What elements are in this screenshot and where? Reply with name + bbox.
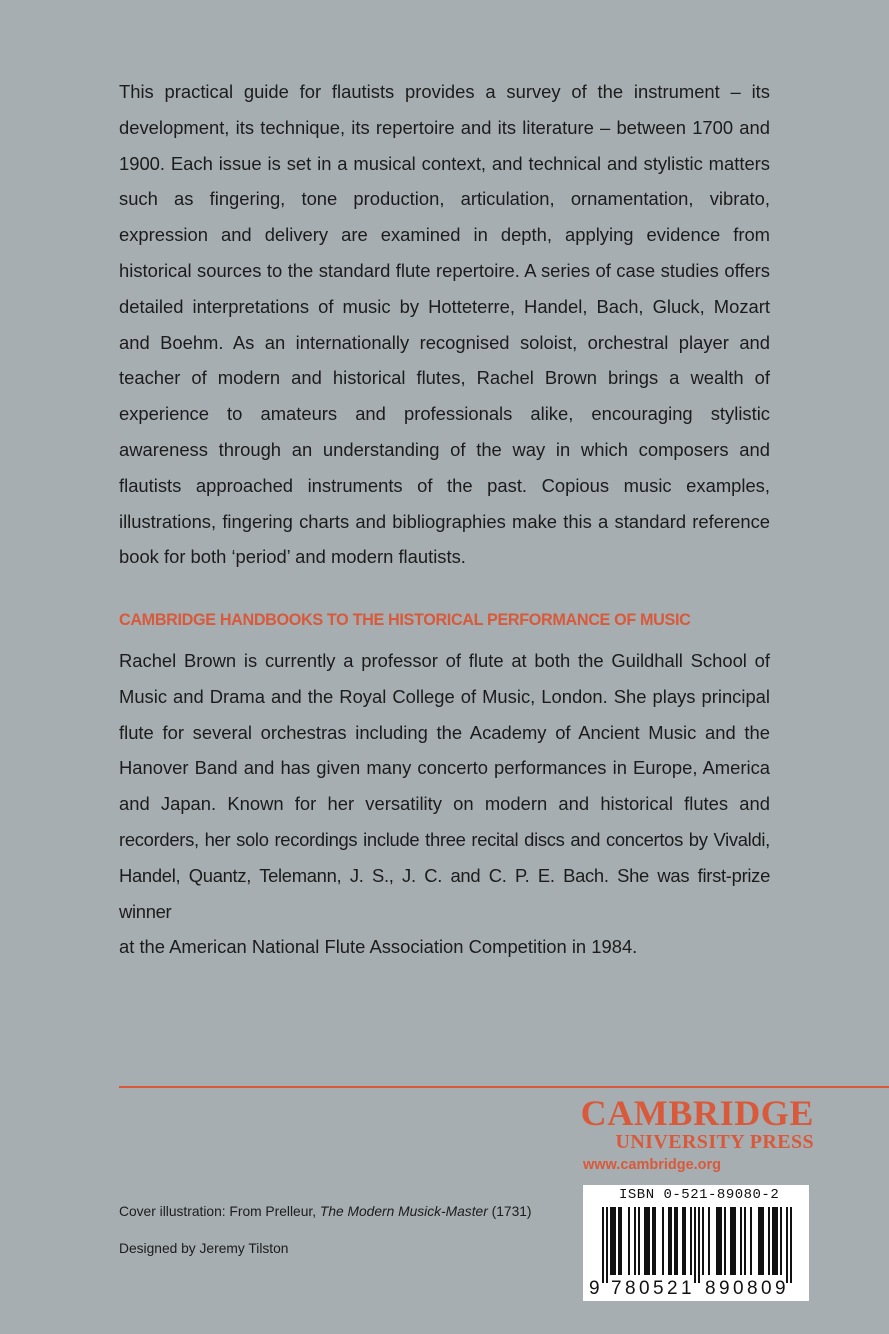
barcode-bar [668,1207,670,1275]
ean-digit: 9 [719,1278,730,1299]
ean-digit: 2 [667,1278,678,1299]
ean-digit: 8 [625,1278,636,1299]
designer-credit: Designed by Jeremy Tilston [119,1241,289,1256]
barcode-bar [614,1207,616,1275]
barcode-bar [702,1207,704,1275]
barcode-bar [682,1207,684,1275]
barcode-bar [718,1207,720,1275]
barcode-bar [760,1207,762,1275]
barcode-bar [734,1207,736,1275]
cover-credit-title: The Modern Musick-Master [319,1204,488,1219]
barcode-bar [720,1207,722,1275]
barcode-bar [602,1207,604,1283]
author-bio-line: Music and Drama and the Royal College of Music, London. She plays principal [119,685,770,707]
series-title: CAMBRIDGE HANDBOOKS TO THE HISTORICAL PERFORMANCE OF MUSIC [119,611,691,629]
barcode-bar [634,1207,636,1275]
author-bio-line: at the American National Flute Association Competition in 1984. [119,936,638,958]
barcode-bar [620,1207,622,1275]
publisher-name: CAMBRIDGE [580,1093,814,1133]
ean-digit: 1 [681,1278,692,1299]
barcode-bar [674,1207,676,1275]
barcode-bar [758,1207,760,1275]
cover-credit-prefix: Cover illustration: From Prelleur, [119,1204,320,1219]
cover-credit-suffix: (1731) [487,1204,532,1219]
barcode-bar [724,1207,726,1275]
barcode-bar [690,1207,692,1275]
barcode-bar [772,1207,774,1275]
cover-illustration-credit [119,1203,532,1221]
description-blurb: This practical guide for flautists provides a survey of the instrument – its development, its technique, its repertoire and its literature – between 1700 and 1900. Each issue is set in a musical context, and technical and stylistic matters such as fingering, tone production, articulation, ornamentation, vibrato, expression and delivery are examined in depth, applying evidence from historical sources to the standard flute repertoire. A series of case studies offers detailed interpretations of music by Hotteterre, Handel, Bach, Gluck, Mozart and Boehm. As an internationally recognised soloist, orchestral player and teacher of modern and historical flutes, Rachel Brown brings a wealth of experience to amateurs and professionals alike, encouraging stylistic awareness through an understanding of the way in which composers and flautists approached instruments of the past. Copious music examples, illustrations, fingering charts and bibliographies make this a standard reference book for both ‘period’ and modern flautists. [119,81,770,568]
ean-digit: 0 [761,1278,772,1299]
barcode-bar [670,1207,672,1275]
barcode [583,1185,809,1301]
barcode-bar [662,1207,664,1275]
barcode-bar [618,1207,620,1275]
barcode-bar [730,1207,732,1275]
barcode-bar [732,1207,734,1275]
publisher-subtitle: UNIVERSITY PRESS [615,1131,814,1153]
divider-rule [119,1086,889,1088]
barcode-bar [744,1207,746,1275]
barcode-bar [750,1207,752,1275]
barcode-bar [708,1207,710,1275]
barcode-bar [648,1207,650,1275]
barcode-bar [638,1207,640,1275]
barcode-bar [786,1207,788,1283]
ean-digit: 0 [733,1278,744,1299]
barcode-bar [676,1207,678,1275]
barcode-bar [694,1207,696,1283]
ean-digit: 9 [589,1278,600,1299]
ean-digit: 9 [775,1278,786,1299]
ean-digit: 5 [653,1278,664,1299]
barcode-bar [774,1207,776,1275]
ean-digit: 7 [611,1278,622,1299]
isbn-label: ISBN 0-521-89080-2 [619,1187,780,1203]
barcode-bar [762,1207,764,1275]
ean-digit: 8 [747,1278,758,1299]
author-bio-line: recorders, her solo recordings include three recital discs and concertos by Vivaldi, [119,828,770,850]
publisher-url: www.cambridge.org [583,1157,722,1173]
author-bio-line: flute for several orchestras including the Academy of Ancient Music and the [119,721,770,743]
barcode-bar [776,1207,778,1275]
barcode-bar [698,1207,700,1283]
barcode-bar [628,1207,630,1275]
barcode-bar [644,1207,646,1275]
barcode-bar [612,1207,614,1275]
barcode-bar [780,1207,782,1275]
barcode-bar [652,1207,654,1275]
ean-digit: 8 [705,1278,716,1299]
barcode-bar [790,1207,792,1283]
ean-digit: 0 [639,1278,650,1299]
barcode-bar [740,1207,742,1275]
author-bio-line: Handel, Quantz, Telemann, J. S., J. C. and C. P. E. Bach. She was first-prize winner [119,864,770,922]
barcode-bar [606,1207,608,1283]
barcode-bar [646,1207,648,1275]
barcode-bar [610,1207,612,1275]
author-bio [119,643,770,965]
author-bio-line: and Japan. Known for her versatility on modern and historical flutes and [119,793,770,815]
barcode-bar [654,1207,656,1275]
barcode-bar [716,1207,718,1275]
author-bio-line: Hanover Band and has given many concerto performances in Europe, America [119,757,770,779]
author-bio-line: Rachel Brown is currently a professor of flute at both the Guildhall School of [119,650,770,671]
barcode-bar [768,1207,770,1275]
barcode-bar [684,1207,686,1275]
barcode-bars [599,1207,794,1283]
